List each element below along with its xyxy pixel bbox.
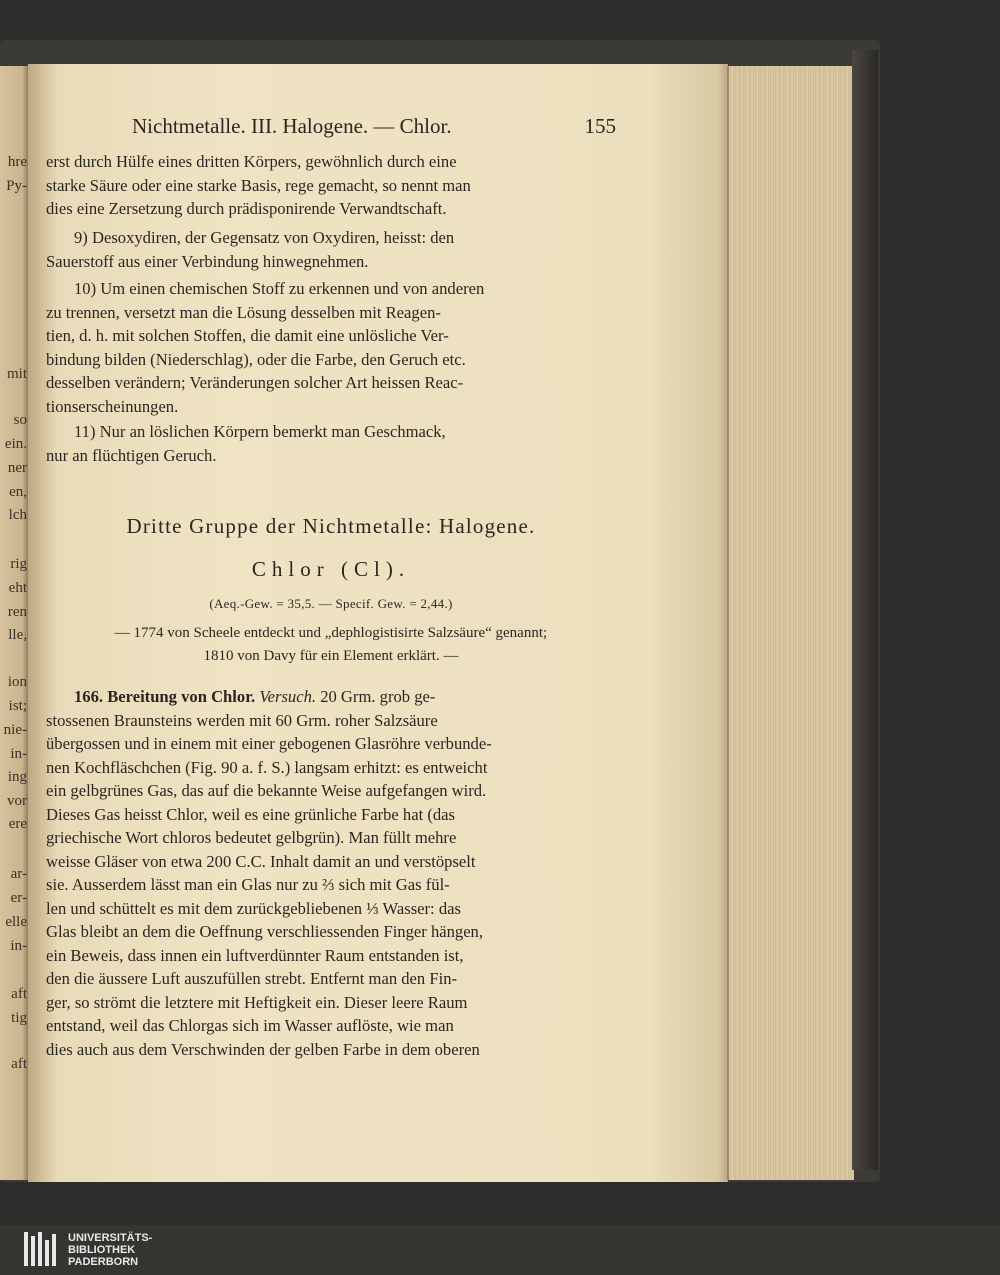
left-margin-word: lle, [8, 627, 27, 643]
text-line: len und schüttelt es mit dem zurückgebliebenen ⅓ Wasser: das [46, 898, 461, 918]
text-line: tien, d. h. mit solchen Stoffen, die damit eine unlösliche Ver- [46, 326, 449, 345]
library-name-line: PADERBORN [68, 1256, 139, 1268]
text-line: bindung bilden (Niederschlag), oder die Farbe, den Geruch etc. [46, 349, 466, 369]
text-line: 1810 von Davy für ein Element erklärt. — [203, 648, 459, 664]
library-name-line: UNIVERSITÄTS- [68, 1232, 153, 1244]
left-page-edge [0, 66, 28, 1180]
library-name-line: BIBLIOTHEK [68, 1244, 136, 1256]
left-margin-word: eht [8, 580, 27, 596]
left-margin-word: en, [9, 484, 27, 500]
text-line: entstand, weil das Chlorgas sich im Wasser auflöste, wie man [46, 1016, 454, 1035]
left-page-text-fragments [0, 66, 28, 1180]
section-title: Dritte Gruppe der Nichtmetalle: Halogene. [126, 514, 536, 538]
text-line: ein gelbgrünes Gas, das auf die bekannte Weise aufgefangen wird. [46, 781, 487, 800]
text-fragment: 20 Grm. grob ge- [320, 687, 436, 706]
left-margin-word: Py- [6, 178, 27, 194]
text-line: griechische Wort chloros bedeutet gelbgrün). Man füllt mehre [46, 828, 457, 847]
text-line: — 1774 von Scheele entdeckt und „dephlogistisirte Salzsäure“ genannt; [114, 625, 548, 641]
text-line [46, 685, 616, 709]
library-name [68, 1232, 152, 1268]
left-margin-word: ren [7, 604, 27, 620]
left-margin-word: rig [10, 556, 27, 572]
element-weights: (Aeq.-Gew. = 35,5. — Specif. Gew. = 2,44.) [209, 596, 453, 611]
left-margin-word: in- [10, 938, 27, 954]
text-line: Sauerstoff aus einer Verbindung hinwegnehmen. [46, 251, 369, 271]
left-margin-word: in- [10, 746, 27, 762]
text-line: dies eine Zersetzung durch prädisponirende Verwandtschaft. [46, 199, 447, 218]
text-line: erst durch Hülfe eines dritten Körpers, gewöhnlich durch eine [46, 152, 457, 171]
left-margin-word: aft [11, 986, 27, 1002]
paragraph-166 [46, 685, 616, 1061]
text-line: sie. Ausserdem lässt man ein Glas nur zu ⅔ sich mit Gas fül- [46, 875, 450, 894]
element-title: Chlor (Cl). [251, 557, 411, 581]
history-note [46, 622, 616, 668]
text-line: stossenen Braunsteins werden mit 60 Grm. roher Salzsäure [46, 710, 438, 730]
text-line: übergossen und in einem mit einer gebogenen Glasröhre verbunde- [46, 734, 492, 753]
paragraph-10 [46, 277, 616, 418]
paragraph-number: 166. [74, 687, 104, 706]
paragraph-9 [46, 226, 616, 273]
text-line: 10) Um einen chemischen Stoff zu erkennen und von anderen [74, 279, 485, 298]
left-margin-word: ing [7, 769, 27, 785]
text-line: tionserscheinungen. [46, 396, 179, 416]
text-line: nen Kochfläschchen (Fig. 90 a. f. S.) langsam erhitzt: es entweicht [46, 757, 488, 777]
paragraph-continuation [46, 150, 616, 221]
text-line: 9) Desoxydiren, der Gegensatz von Oxydiren, heisst: den [74, 228, 455, 247]
left-margin-word: hre [7, 154, 27, 170]
cover-edge [852, 50, 878, 1170]
left-margin-word: lch [8, 507, 27, 523]
text-line: starke Säure oder eine starke Basis, rege gemacht, so nennt man [46, 175, 471, 195]
left-margin-word: ar- [10, 866, 27, 882]
left-margin-word: aft [11, 1056, 27, 1072]
versuch-label: Versuch. [259, 687, 317, 706]
left-margin-word: tig [11, 1010, 27, 1026]
left-margin-word: mit [6, 366, 27, 382]
left-margin-word: nie- [3, 722, 27, 738]
left-margin-word: vor [7, 793, 27, 809]
text-line: zu trennen, versetzt man die Lösung desselben mit Reagen- [46, 302, 441, 322]
page-number: 155 [584, 114, 616, 138]
left-margin-word: ere [8, 816, 27, 832]
text-line: Glas bleibt an dem die Oeffnung verschliessenden Finger hängen, [46, 922, 484, 941]
page-block-edges [727, 66, 854, 1180]
text-line: nur an flüchtigen Geruch. [46, 445, 217, 465]
left-margin-word: er- [10, 890, 27, 906]
left-margin-word: ion [7, 674, 27, 690]
left-margin-word: so [13, 412, 27, 428]
paragraph-heading: Bereitung von Chlor. [107, 687, 256, 706]
left-margin-word: elle [5, 914, 27, 930]
text-line: weisse Gläser von etwa 200 C.C. Inhalt damit an und verstöpselt [46, 851, 476, 871]
header-title: Nichtmetalle. III. Halogene. — Chlor. [132, 114, 452, 138]
left-margin-word: ist; [8, 698, 27, 714]
paragraph-11 [46, 420, 616, 467]
text-line: dies auch aus dem Verschwinden der gelben Farbe in dem oberen [46, 1039, 480, 1059]
text-line: den die äussere Luft auszufüllen strebt. Entfernt man den Fin- [46, 969, 458, 988]
text-line: 11) Nur an löslichen Körpern bemerkt man Geschmack, [74, 422, 446, 441]
text-line: desselben verändern; Veränderungen solcher Art heissen Reac- [46, 373, 464, 392]
left-margin-word: ein. [4, 436, 27, 452]
text-line: ein Beweis, dass innen ein luftverdünnter Raum entstanden ist, [46, 945, 464, 965]
library-logo-icon [22, 1230, 58, 1268]
text-line: Dieses Gas heisst Chlor, weil es eine grünliche Farbe hat (das [46, 804, 456, 824]
left-margin-word: ner [7, 460, 27, 476]
text-line: ger, so strömt die letztere mit Heftigkeit ein. Dieser leere Raum [46, 992, 468, 1012]
